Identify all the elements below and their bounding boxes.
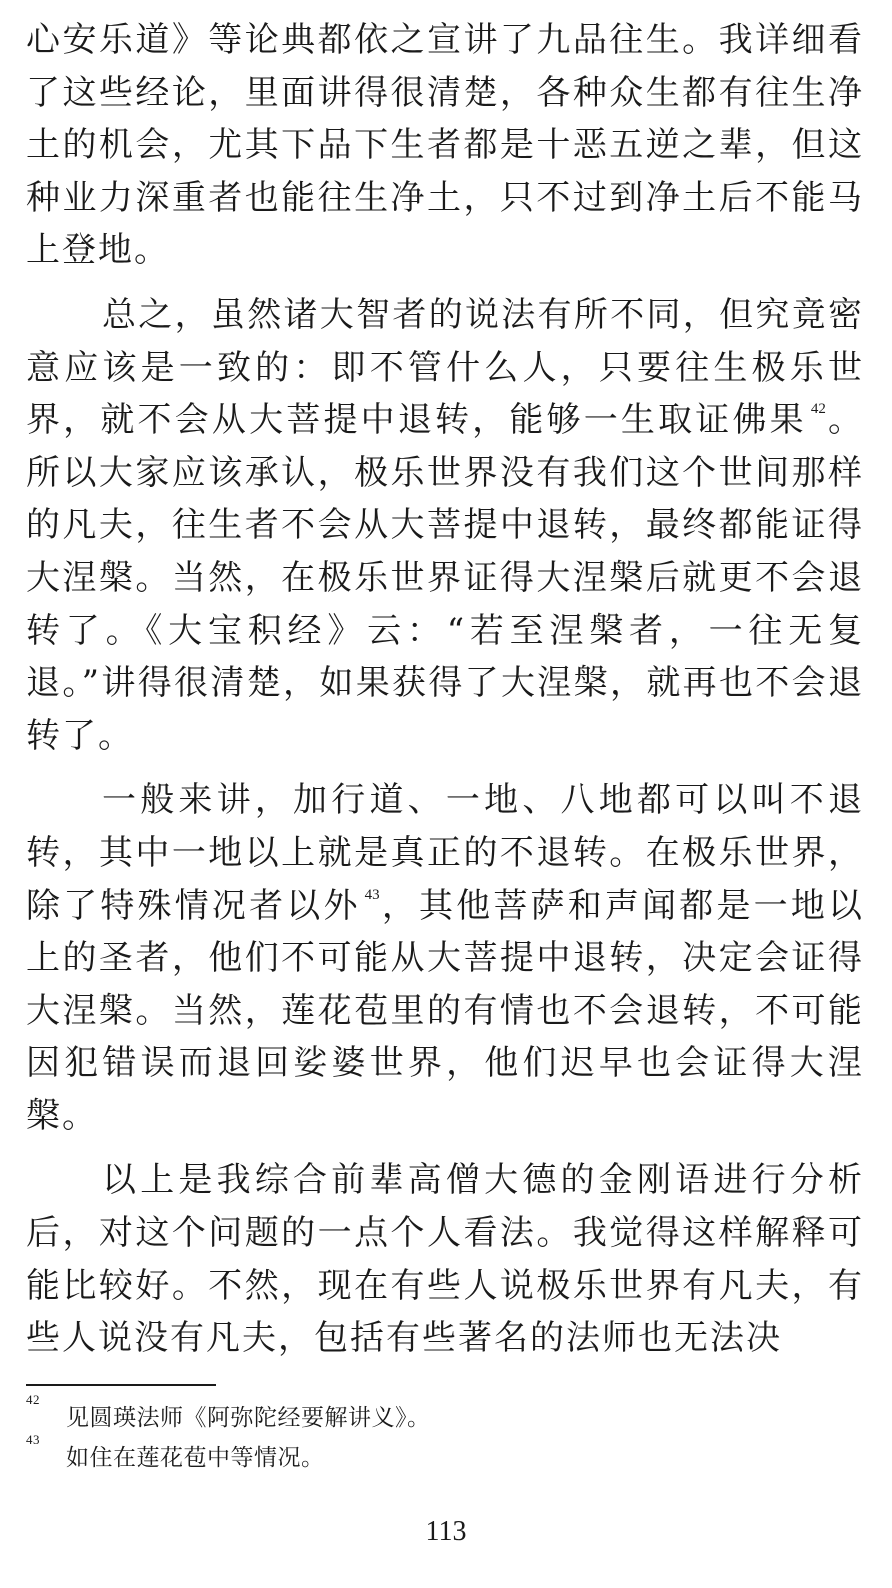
footnote-ref-42[interactable]: 42 (810, 401, 826, 418)
paragraph-1-text: 心安乐道》等论典都依之宣讲了九品往生。我详细看了这些经论，里面讲得很清楚，各种众生都有往生净土的机会，尤其下品下生者都是十恶五逆之辈，但这种业力深重者也能往生净土，只不过到净土后不能马上登地。 (26, 20, 864, 271)
paragraph-2 (26, 289, 864, 762)
body-text (26, 14, 864, 1365)
paragraph-3-text-a: 一般来讲，加行道、一地、八地都可以叫不退转，其中一地以上就是真正的不退转。在极乐世界，除了特殊情况者以外 (26, 780, 864, 926)
footnote-number: 42 (26, 1392, 40, 1407)
page-number: 113 (425, 1516, 467, 1547)
footnote-text: 如住在莲花苞中等情况。 (66, 1445, 325, 1471)
paragraph-4 (26, 1154, 864, 1364)
paragraph-2-text-b: 。所以大家应该承认，极乐世界没有我们这个世间那样的凡夫，往生者不会从大菩提中退转，最终都能证得大涅槃。当然，在极乐世界证得大涅槃后就更不会退转了。《大宝积经》云：“若至涅槃者，一往无复退。”讲得很清楚，如果获得了大涅槃，就再也不会退转了。 (26, 400, 865, 756)
footnote-divider (26, 1384, 216, 1386)
paragraph-1 (26, 14, 864, 277)
footnote-number: 43 (26, 1432, 40, 1447)
paragraph-2-text-a: 总之，虽然诸大智者的说法有所不同，但究竟密意应该是一致的：即不管什么人，只要往生极乐世界，就不会从大菩提中退转，能够一生取证佛果 (26, 294, 864, 441)
footnotes (26, 1392, 864, 1478)
paragraph-3 (26, 774, 864, 1142)
footnote-text: 见圆瑛法师《阿弥陀经要解讲义》。 (66, 1405, 431, 1431)
footnote-43 (26, 1432, 864, 1478)
footnote-ref-43[interactable]: 43 (364, 886, 380, 903)
paragraph-3-text-b: ，其他菩萨和声闻都是一地以上的圣者，他们不可能从大菩提中退转，决定会证得大涅槃。当然，莲花苞里的有情也不会退转，不可能因犯错误而退回娑婆世界，他们迟早也会证得大涅槃。 (26, 885, 865, 1136)
paragraph-4-text: 以上是我综合前辈高僧大德的金刚语进行分析后，对这个问题的一点个人看法。我觉得这样解释可能比较好。不然，现在有些人说极乐世界有凡夫，有些人说没有凡夫，包括有些著名的法师也无法决 (26, 1160, 864, 1359)
footnote-42 (26, 1392, 864, 1438)
